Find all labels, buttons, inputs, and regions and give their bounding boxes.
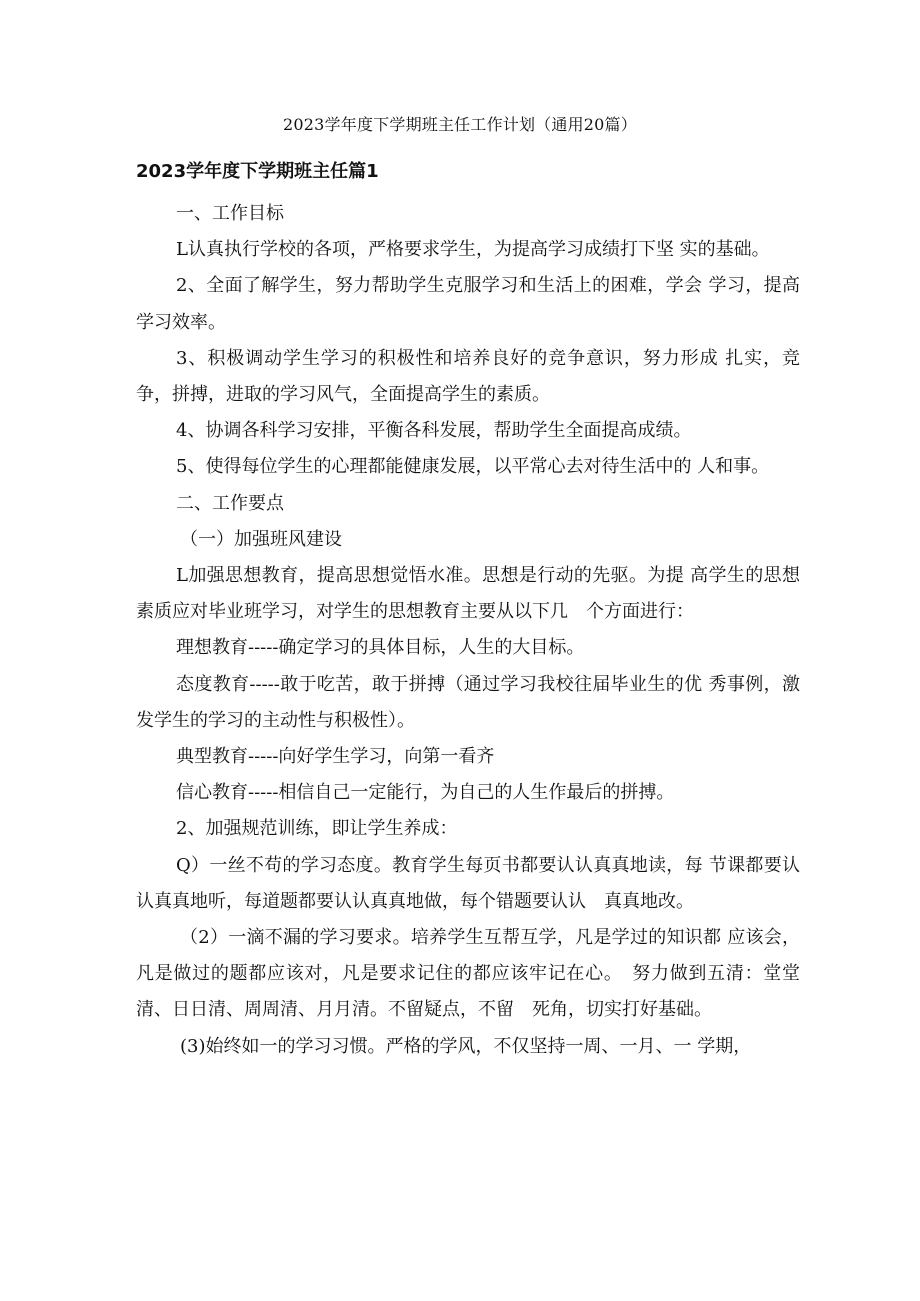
paragraph-attitude-education: 态度教育-----敢于吃苦，敢于拼搏（通过学习我校往届毕业生的优 秀事例，激发学生的学习的主动性与积极性）。 <box>136 673 800 731</box>
paragraph-confidence-education: 信心教育-----相信自己一定能行，为自己的人生作最后的拼搏。 <box>176 782 675 804</box>
section-heading: 2023学年度下学期班主任篇1 <box>136 161 379 182</box>
goal-item-2: 2、全面了解学生，努力帮助学生克服学习和生活上的困难，学会 学习，提高学习效率。 <box>136 275 800 333</box>
goal-item-3: 3、积极调动学生学习的积极性和培养良好的竞争意识，努力形成 扎实，竞争，拼搏，进取的学习风气，全面提高学生的素质。 <box>136 347 800 406</box>
paragraph-study-requirements: （2）一滴不漏的学习要求。培养学生互帮互学，凡是学过的知识都 应该会，凡是做过的题都应该对，凡是要求记住的都应该牢记在心。 努力做到五清：堂堂清、日日清、周周清、月月清。不留疑点，不留 死角，切实打好基础。 <box>136 927 800 1021</box>
paragraph-study-habits: (3)始终如一的学习习惯。严格的学风，不仅坚持一周、一月、一 学期， <box>180 1035 752 1057</box>
paragraph-standard-training: 2、加强规范训练，即让学生养成： <box>176 818 458 840</box>
paragraph-ideological-education: L加强思想教育，提高思想觉悟水准。思想是行动的先驱。为提 高学生的思想素质应对毕业班学习，对学生的思想教育主要从以下几 个方面进行： <box>136 565 800 623</box>
heading-work-points: 二、工作要点 <box>176 492 284 514</box>
paragraph-ideal-education: 理想教育-----确定学习的具体目标，人生的大目标。 <box>176 637 585 659</box>
document-body <box>136 196 800 1065</box>
paragraph-model-education: 典型教育-----向好学生学习，向第一看齐 <box>176 746 495 768</box>
goal-item-1: L认真执行学校的各项，严格要求学生，为提高学习成绩打下坚 实的基础。 <box>176 239 770 261</box>
heading-work-goals: 一、工作目标 <box>176 203 284 224</box>
subheading-class-style: （一）加强班风建设 <box>180 528 342 550</box>
goal-item-5: 5、使得每位学生的心理都能健康发展，以平常心去对待生活中的 人和事。 <box>176 456 770 478</box>
document-title: 2023学年度下学期班主任工作计划（通用20篇） <box>283 115 637 134</box>
goal-item-4: 4、协调各科学习安排，平衡各科发展，帮助学生全面提高成绩。 <box>176 420 692 442</box>
paragraph-study-attitude: Q）一丝不苟的学习态度。教育学生每页书都要认认真真地读，每 节课都要认认真真地听，每道题都要认认真真地做，每个错题要认认 真真地改。 <box>136 854 800 912</box>
